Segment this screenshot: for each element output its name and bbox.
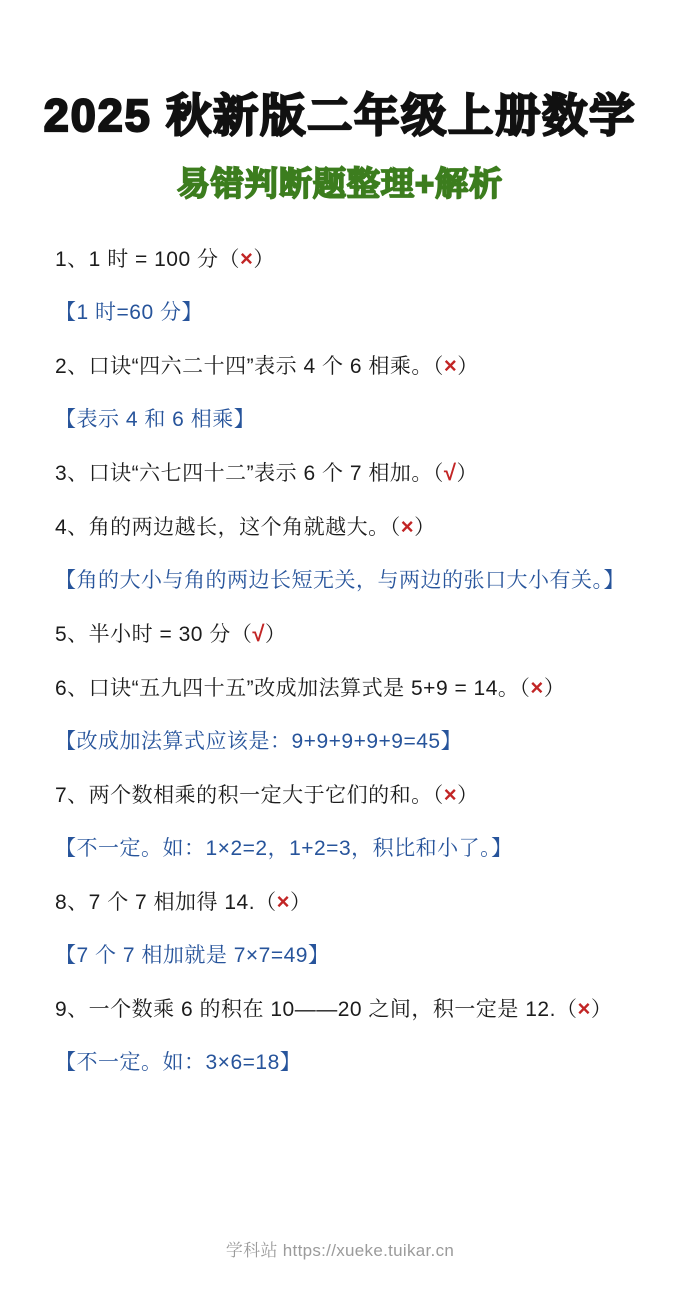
paren-close: ）	[253, 248, 275, 271]
paren-close: ）	[456, 462, 478, 485]
answer-line	[55, 286, 642, 339]
question-text: 7、两个数相乘的积一定大于它们的和。	[55, 784, 433, 807]
question-text: 6、口诀“五九四十五”改成加法算式是 5+9 = 14。	[55, 677, 520, 700]
footer-site-text: 学科站 https://xueke.tuikar.cn	[225, 1241, 455, 1260]
paren-open: （	[218, 248, 240, 271]
question-line	[55, 339, 642, 393]
paren-close: ）	[264, 623, 287, 646]
paren-close: ）	[543, 677, 566, 700]
answer-mark: ×	[240, 246, 254, 271]
answer-mark: ×	[443, 782, 458, 807]
answer-mark: ×	[577, 996, 591, 1021]
question-line	[55, 500, 642, 554]
question-line	[55, 607, 642, 661]
question-line	[55, 768, 642, 822]
answer-mark: ×	[400, 514, 415, 539]
answer-text: 【不一定。如：3×6=18】	[55, 1051, 302, 1074]
answer-text: 【角的大小与角的两边长短无关，与两边的张口大小有关。】	[55, 569, 625, 592]
answer-line	[55, 715, 642, 768]
question-line	[55, 661, 642, 715]
worksheet-page	[0, 86, 680, 1295]
page-title: 2025 秋新版二年级上册数学	[43, 90, 637, 141]
paren-open: （	[389, 516, 401, 539]
question-line	[55, 982, 642, 1036]
question-text: 3、口诀“六七四十二”表示 6 个 7 相加。	[55, 462, 433, 485]
answer-mark: √	[252, 621, 265, 646]
paren-open: （	[432, 462, 444, 485]
question-text: 5、半小时 = 30 分	[55, 623, 231, 646]
question-text: 1、1 时 = 100 分	[55, 248, 219, 271]
paren-open: （	[432, 784, 444, 807]
answer-line	[55, 822, 642, 875]
paren-close: ）	[590, 998, 613, 1021]
answer-mark: ×	[530, 675, 544, 700]
page-subtitle: 易错判断题整理+解析	[176, 165, 504, 202]
question-line	[55, 875, 642, 929]
answer-mark: ×	[276, 889, 290, 914]
paren-open: （	[255, 891, 277, 914]
question-text: 8、7 个 7 相加得 14.	[55, 891, 256, 914]
paren-close: ）	[457, 355, 479, 378]
question-line	[55, 446, 642, 500]
paren-open: （	[432, 355, 444, 378]
answer-text: 【1 时=60 分】	[55, 301, 203, 324]
paren-close: ）	[457, 784, 479, 807]
question-list	[55, 232, 642, 1089]
answer-text: 【7 个 7 相加就是 7×7=49】	[55, 944, 330, 967]
paren-open: （	[519, 677, 531, 700]
page-footer	[0, 1236, 680, 1261]
answer-text: 【表示 4 和 6 相乘】	[55, 408, 256, 431]
paren-close: ）	[289, 891, 312, 914]
paren-close: ）	[414, 516, 436, 539]
paren-open: （	[230, 623, 253, 646]
answer-line	[55, 554, 642, 607]
paren-open: （	[555, 998, 578, 1021]
answer-text: 【不一定。如：1×2=2，1+2=3，积比和小了。】	[55, 837, 513, 860]
answer-line	[55, 393, 642, 446]
question-text: 4、角的两边越长，这个角就越大。	[55, 516, 390, 539]
answer-text: 【改成加法算式应该是：9+9+9+9+9=45】	[55, 730, 463, 753]
answer-line	[55, 929, 642, 982]
answer-line	[55, 1036, 642, 1089]
question-text: 9、一个数乘 6 的积在 10——20 之间，积一定是 12.	[55, 998, 556, 1021]
answer-mark: ×	[443, 353, 458, 378]
answer-mark: √	[443, 460, 457, 485]
question-text: 2、口诀“四六二十四”表示 4 个 6 相乘。	[55, 355, 433, 378]
question-line	[55, 232, 642, 286]
